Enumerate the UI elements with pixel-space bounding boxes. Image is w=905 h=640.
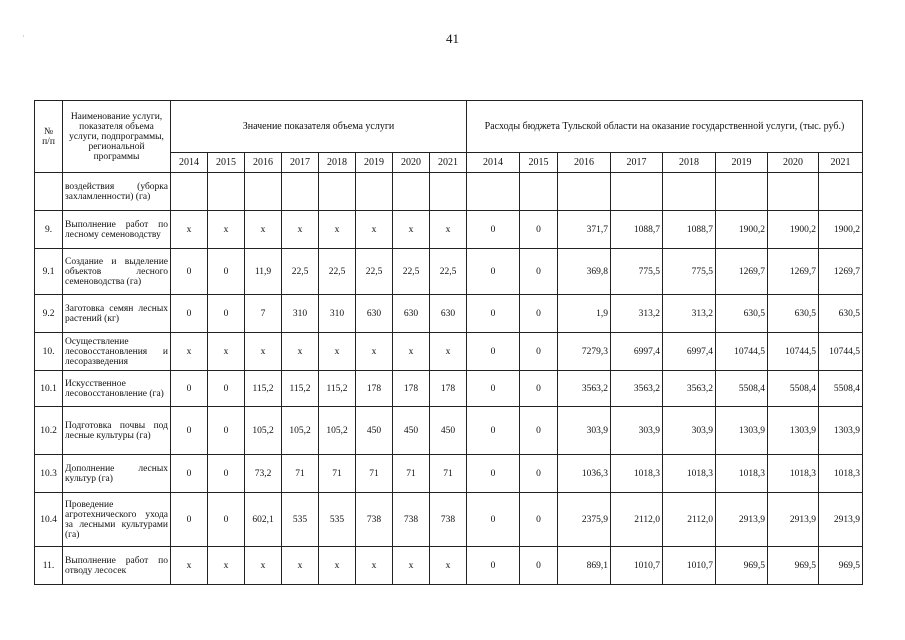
volume-cell: x <box>208 211 245 249</box>
expense-cell: 0 <box>520 493 558 547</box>
expense-cell: 969,5 <box>716 547 768 585</box>
header-service-name: Наименование услуги, показателя объема услуги, подпрограммы, региональной программы <box>63 101 171 173</box>
volume-cell: 22,5 <box>319 249 356 295</box>
expense-cell: 1018,3 <box>663 455 716 493</box>
volume-cell: 115,2 <box>319 371 356 407</box>
expense-cell: 630,5 <box>768 295 819 333</box>
volume-cell: x <box>430 211 467 249</box>
expense-cell: 1018,3 <box>611 455 663 493</box>
volume-cell: 0 <box>171 249 208 295</box>
volume-cell: 22,5 <box>282 249 319 295</box>
volume-cell: x <box>319 547 356 585</box>
volume-cell: 450 <box>430 407 467 455</box>
volume-cell: 0 <box>208 455 245 493</box>
header-volume-year: 2015 <box>208 153 245 173</box>
volume-cell: 0 <box>171 455 208 493</box>
header-volume-year: 2018 <box>319 153 356 173</box>
expense-cell: 1900,2 <box>819 211 863 249</box>
volume-cell: x <box>171 547 208 585</box>
row-number <box>35 173 63 211</box>
volume-cell: 115,2 <box>245 371 282 407</box>
row-service-name: Подготовка почвы под лесные культуры (га) <box>63 407 171 455</box>
table-row <box>35 295 863 333</box>
volume-cell: 0 <box>208 295 245 333</box>
volume-cell <box>393 173 430 211</box>
expense-cell: 303,9 <box>611 407 663 455</box>
header-volume-group: Значение показателя объема услуги <box>171 101 467 153</box>
volume-cell: x <box>208 547 245 585</box>
volume-cell <box>208 173 245 211</box>
expense-cell: 1303,9 <box>819 407 863 455</box>
expense-cell: 3563,2 <box>611 371 663 407</box>
expense-cell: 0 <box>467 455 520 493</box>
header-volume-year: 2021 <box>430 153 467 173</box>
row-number: 10. <box>35 333 63 371</box>
volume-cell: 115,2 <box>282 371 319 407</box>
header-volume-year: 2017 <box>282 153 319 173</box>
volume-cell: 105,2 <box>319 407 356 455</box>
expense-cell: 0 <box>520 333 558 371</box>
header-expense-year: 2014 <box>467 153 520 173</box>
volume-cell: x <box>282 333 319 371</box>
volume-cell <box>430 173 467 211</box>
volume-cell: x <box>245 547 282 585</box>
expense-cell: 1900,2 <box>768 211 819 249</box>
row-service-name: Выполнение работ по лесному семеноводству <box>63 211 171 249</box>
expense-cell <box>558 173 611 211</box>
row-service-name: Осуществление лесовосстановления и лесоразведения <box>63 333 171 371</box>
expense-cell: 0 <box>467 333 520 371</box>
volume-cell: 22,5 <box>356 249 393 295</box>
expense-cell: 869,1 <box>558 547 611 585</box>
volume-cell <box>282 173 319 211</box>
volume-cell: 310 <box>319 295 356 333</box>
volume-cell: 630 <box>356 295 393 333</box>
volume-cell: 535 <box>282 493 319 547</box>
header-expense-year: 2015 <box>520 153 558 173</box>
page-number: 41 <box>446 31 459 46</box>
row-number: 9.2 <box>35 295 63 333</box>
expense-cell: 2913,9 <box>716 493 768 547</box>
header-volume-year: 2019 <box>356 153 393 173</box>
expense-cell: 1018,3 <box>768 455 819 493</box>
expense-cell: 2913,9 <box>819 493 863 547</box>
expense-cell: 1303,9 <box>716 407 768 455</box>
volume-cell <box>171 173 208 211</box>
volume-cell <box>319 173 356 211</box>
expense-cell: 1036,3 <box>558 455 611 493</box>
volume-cell: x <box>282 211 319 249</box>
volume-cell: 71 <box>356 455 393 493</box>
row-service-name: Выполнение работ по отводу лесосек <box>63 547 171 585</box>
volume-cell: 0 <box>171 407 208 455</box>
expense-cell: 0 <box>467 493 520 547</box>
volume-cell: x <box>393 333 430 371</box>
volume-cell: x <box>393 547 430 585</box>
expense-cell: 1010,7 <box>663 547 716 585</box>
volume-cell: 0 <box>208 407 245 455</box>
volume-cell: 105,2 <box>282 407 319 455</box>
volume-cell: 0 <box>171 371 208 407</box>
volume-cell: 0 <box>208 493 245 547</box>
volume-cell: x <box>430 333 467 371</box>
volume-cell: 0 <box>208 249 245 295</box>
volume-cell: 71 <box>393 455 430 493</box>
expense-cell: 313,2 <box>611 295 663 333</box>
expense-cell: 3563,2 <box>663 371 716 407</box>
row-number: 10.1 <box>35 371 63 407</box>
volume-cell: x <box>356 333 393 371</box>
volume-cell: 22,5 <box>430 249 467 295</box>
header-row-groups <box>35 101 863 153</box>
expense-cell: 2112,0 <box>611 493 663 547</box>
row-service-name: Проведение агротехнического ухода за лесными культурами (га) <box>63 493 171 547</box>
volume-cell <box>245 173 282 211</box>
expense-cell: 0 <box>467 211 520 249</box>
volume-cell: 73,2 <box>245 455 282 493</box>
expense-cell: 10744,5 <box>819 333 863 371</box>
expense-cell: 0 <box>520 455 558 493</box>
expense-cell: 10744,5 <box>768 333 819 371</box>
volume-cell: x <box>319 333 356 371</box>
volume-cell: 310 <box>282 295 319 333</box>
volume-cell: 105,2 <box>245 407 282 455</box>
volume-cell: x <box>171 333 208 371</box>
expense-cell: 0 <box>520 211 558 249</box>
expense-cell: 1018,3 <box>716 455 768 493</box>
volume-cell: x <box>319 211 356 249</box>
expense-cell <box>467 173 520 211</box>
expense-cell: 1269,7 <box>819 249 863 295</box>
header-expense-year: 2019 <box>716 153 768 173</box>
expense-cell: 0 <box>520 371 558 407</box>
table-body <box>35 173 863 585</box>
expense-cell: 2913,9 <box>768 493 819 547</box>
header-number: № п/п <box>35 101 63 173</box>
volume-cell: x <box>356 547 393 585</box>
row-number: 10.4 <box>35 493 63 547</box>
row-service-name: Дополнение лесных культур (га) <box>63 455 171 493</box>
expense-cell <box>768 173 819 211</box>
expense-cell: 1,9 <box>558 295 611 333</box>
volume-cell: 450 <box>393 407 430 455</box>
volume-cell: 450 <box>356 407 393 455</box>
expense-cell: 5508,4 <box>819 371 863 407</box>
volume-cell: 178 <box>430 371 467 407</box>
header-expense-year: 2018 <box>663 153 716 173</box>
volume-cell <box>356 173 393 211</box>
row-number: 9. <box>35 211 63 249</box>
expense-cell: 10744,5 <box>716 333 768 371</box>
volume-cell: x <box>356 211 393 249</box>
header-volume-year: 2014 <box>171 153 208 173</box>
volume-cell: 7 <box>245 295 282 333</box>
volume-cell: x <box>393 211 430 249</box>
expense-cell: 0 <box>467 547 520 585</box>
expense-cell: 6997,4 <box>611 333 663 371</box>
volume-cell: 22,5 <box>393 249 430 295</box>
expense-cell: 1269,7 <box>768 249 819 295</box>
expense-cell: 2375,9 <box>558 493 611 547</box>
volume-cell: 71 <box>430 455 467 493</box>
expense-cell: 7279,3 <box>558 333 611 371</box>
expense-cell: 0 <box>467 295 520 333</box>
header-expense-year: 2020 <box>768 153 819 173</box>
expense-cell: 5508,4 <box>768 371 819 407</box>
row-service-name: воздействия (уборка захламленности) (га) <box>63 173 171 211</box>
table-row <box>35 407 863 455</box>
expense-cell: 1018,3 <box>819 455 863 493</box>
volume-cell: 738 <box>393 493 430 547</box>
expense-cell: 775,5 <box>611 249 663 295</box>
expense-cell: 0 <box>467 249 520 295</box>
expense-cell: 6997,4 <box>663 333 716 371</box>
table-row <box>35 455 863 493</box>
header-expense-year: 2016 <box>558 153 611 173</box>
expense-cell <box>716 173 768 211</box>
volume-cell: 630 <box>430 295 467 333</box>
table-row <box>35 173 863 211</box>
volume-cell: 178 <box>393 371 430 407</box>
header-expense-year: 2017 <box>611 153 663 173</box>
table-row <box>35 333 863 371</box>
scan-artifact: · <box>22 32 25 41</box>
expense-cell: 969,5 <box>768 547 819 585</box>
volume-cell: 71 <box>319 455 356 493</box>
expense-cell <box>611 173 663 211</box>
expense-cell: 303,9 <box>558 407 611 455</box>
volume-cell: 0 <box>208 371 245 407</box>
volume-cell: x <box>245 211 282 249</box>
row-service-name: Создание и выделение объектов лесного семеноводства (га) <box>63 249 171 295</box>
volume-cell: x <box>430 547 467 585</box>
header-volume-year: 2020 <box>393 153 430 173</box>
expense-cell: 0 <box>520 407 558 455</box>
volume-cell: x <box>245 333 282 371</box>
expense-cell: 1900,2 <box>716 211 768 249</box>
expense-cell: 313,2 <box>663 295 716 333</box>
expense-cell: 0 <box>520 547 558 585</box>
expense-cell: 2112,0 <box>663 493 716 547</box>
expense-cell <box>663 173 716 211</box>
row-number: 11. <box>35 547 63 585</box>
header-expense-group: Расходы бюджета Тульской области на оказание государственной услуги, (тыс. руб.) <box>467 101 863 153</box>
expense-cell: 630,5 <box>819 295 863 333</box>
volume-cell: 602,1 <box>245 493 282 547</box>
row-number: 10.3 <box>35 455 63 493</box>
volume-cell: x <box>282 547 319 585</box>
expense-cell: 1269,7 <box>716 249 768 295</box>
volume-cell: 178 <box>356 371 393 407</box>
volume-cell: 0 <box>171 295 208 333</box>
header-volume-year: 2016 <box>245 153 282 173</box>
expense-cell: 0 <box>520 295 558 333</box>
row-service-name: Заготовка семян лесных растений (кг) <box>63 295 171 333</box>
table-row <box>35 547 863 585</box>
volume-cell: 630 <box>393 295 430 333</box>
expense-cell: 0 <box>520 249 558 295</box>
expense-cell: 371,7 <box>558 211 611 249</box>
expense-cell: 0 <box>467 407 520 455</box>
expense-cell: 369,8 <box>558 249 611 295</box>
expense-cell: 1010,7 <box>611 547 663 585</box>
table-row <box>35 493 863 547</box>
expense-cell: 1088,7 <box>611 211 663 249</box>
row-number: 10.2 <box>35 407 63 455</box>
expense-cell: 969,5 <box>819 547 863 585</box>
volume-cell: 11,9 <box>245 249 282 295</box>
volume-cell: x <box>208 333 245 371</box>
volume-cell: 71 <box>282 455 319 493</box>
table-row <box>35 249 863 295</box>
row-number: 9.1 <box>35 249 63 295</box>
expense-cell: 303,9 <box>663 407 716 455</box>
expense-cell: 5508,4 <box>716 371 768 407</box>
volume-cell: 0 <box>171 493 208 547</box>
volume-cell: x <box>171 211 208 249</box>
expense-cell: 630,5 <box>716 295 768 333</box>
table-row <box>35 211 863 249</box>
volume-cell: 738 <box>430 493 467 547</box>
budget-table <box>34 100 863 585</box>
row-service-name: Искусственное лесовосстановление (га) <box>63 371 171 407</box>
expense-cell <box>520 173 558 211</box>
expense-cell: 775,5 <box>663 249 716 295</box>
expense-cell: 1088,7 <box>663 211 716 249</box>
expense-cell: 1303,9 <box>768 407 819 455</box>
expense-cell <box>819 173 863 211</box>
header-expense-year: 2021 <box>819 153 863 173</box>
table-row <box>35 371 863 407</box>
volume-cell: 738 <box>356 493 393 547</box>
expense-cell: 0 <box>467 371 520 407</box>
expense-cell: 3563,2 <box>558 371 611 407</box>
volume-cell: 535 <box>319 493 356 547</box>
